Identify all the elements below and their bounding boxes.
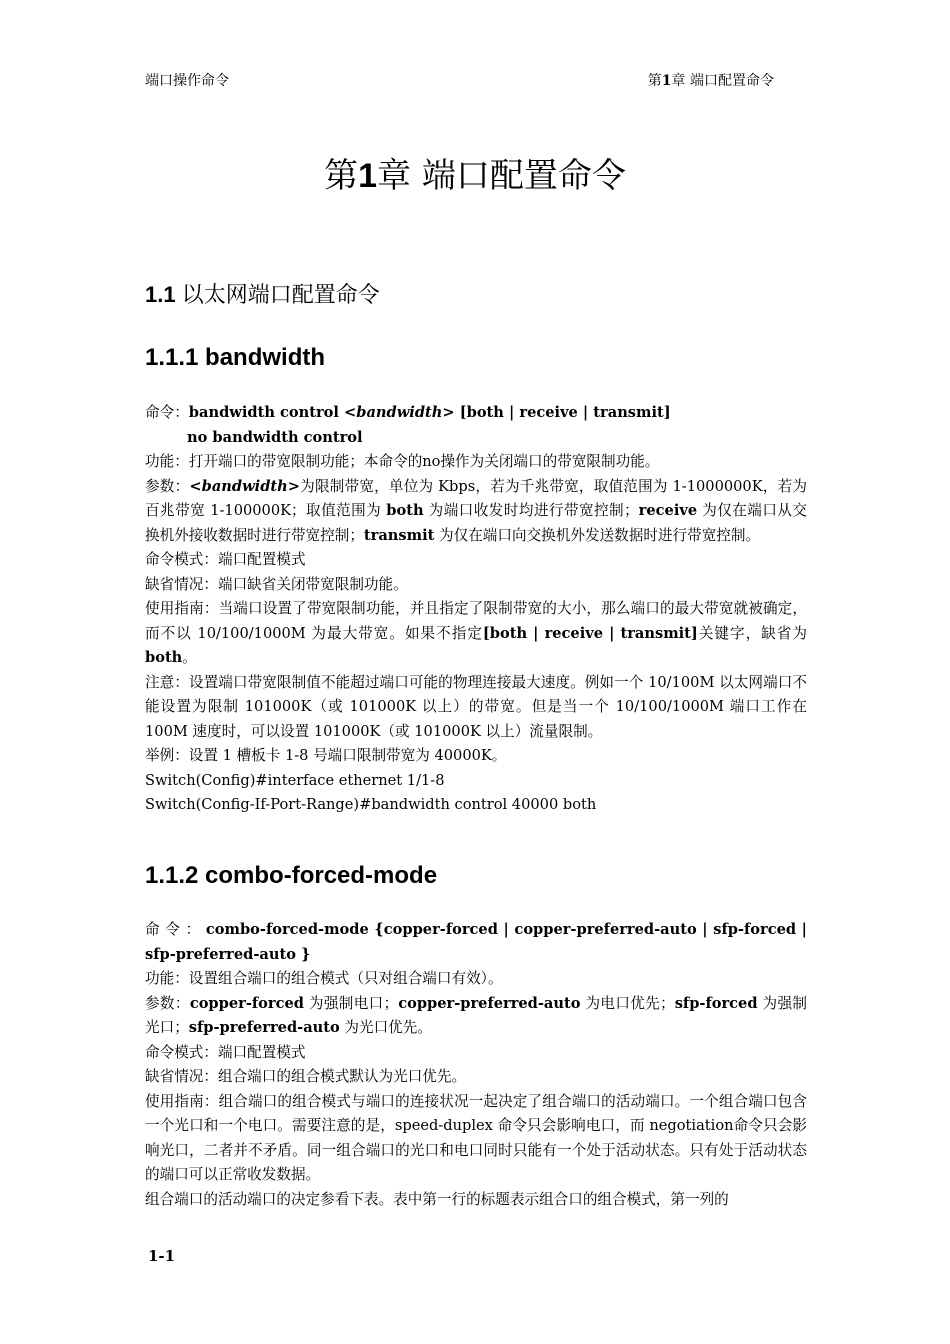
example-code-line: Switch(Config)#interface ethernet 1/1-8 (145, 771, 445, 789)
running-header-left: 端口操作命令 (145, 73, 229, 89)
default-text: 缺省情况：端口缺省关闭带宽限制功能。 (145, 575, 408, 593)
note-text: 注意：设置端口带宽限制值不能超过端口可能的物理连接最大速度。例如一个 10/100M 以太网端口不能设置为限制 101000K（或 101000K 以上）的带宽。但是当一个 10/100/1000M 端口工作在 100M 速度时，可以设置 101000K（或 101000K 以上）流量限制。 (145, 673, 807, 740)
usage-guide-text: 使用指南：当端口设置了带宽限制功能，并且指定了限制带宽的大小，那么端口的最大带宽就被确定，而不以 10/100/1000M 为最大带宽。如果不指定[both | receive | transmit]关键字，缺省为 both。 (145, 600, 807, 666)
table-intro-text: 组合端口的活动端口的决定参看下表。表中第一行的标题表示组合口的组合模式，第一列的 (145, 1190, 729, 1208)
example-code-line: Switch(Config-If-Port-Range)#bandwidth control 40000 both (145, 796, 597, 813)
page-number: 1-1 (148, 1247, 176, 1265)
subsection-heading-bandwidth: 1.1.1 bandwidth (145, 344, 326, 371)
example-text: 举例：设置 1 槽板卡 1-8 号端口限制带宽为 40000K。 (145, 747, 507, 764)
command-no-form: no bandwidth control (187, 428, 363, 446)
command-mode-text: 命令模式：端口配置模式 (145, 1043, 306, 1061)
function-text: 功能：设置组合端口的组合模式（只对组合端口有效）。 (145, 970, 503, 987)
parameter-text: 参数：<bandwidth>为限制带宽，单位为 Kbps，若为千兆带宽，取值范围为 1-1000000K，若为百兆带宽 1-100000K；取值范围为 both 为端口收发时均进行带宽控制；receive 为仅在端口从交换机外接收数据时进行带宽控制；transmit 为仅在端口向交换机外发送数据时进行带宽控制。 (145, 477, 807, 544)
usage-guide-text: 使用指南：组合端口的组合模式与端口的连接状况一起决定了组合端口的活动端口。一个组合端口包含一个光口和一个电口。需要注意的是，speed-duplex 命令只会影响电口，而 negotiation命令只会影响光口，二者并不矛盾。同一组合端口的光口和电口同时只能有一个处于活动状态。只有处于活动状态的端口可以正常收发数据。 (145, 1092, 807, 1183)
combo-body (145, 918, 807, 1212)
chapter-title: 第1章 端口配置命令 (324, 156, 626, 196)
subsection-heading-combo: 1.1.2 combo-forced-mode (145, 862, 438, 889)
parameter-text: 参数：copper-forced 为强制电口；copper-preferred-auto 为电口优先；sfp-forced 为强制光口；sfp-preferred-auto 为光口优先。 (145, 994, 808, 1036)
function-text: 功能：打开端口的带宽限制功能；本命令的no操作为关闭端口的带宽限制功能。 (145, 453, 660, 470)
bandwidth-body (145, 401, 807, 818)
default-text: 缺省情况：组合端口的组合模式默认为光口优先。 (145, 1068, 467, 1085)
command-syntax: 命令：bandwidth control <bandwidth> [both | receive | transmit] (145, 404, 671, 421)
section-heading: 1.1 以太网端口配置命令 (145, 282, 380, 307)
running-header-right: 第1章 端口配置命令 (647, 73, 774, 89)
command-mode-text: 命令模式：端口配置模式 (145, 551, 306, 568)
command-syntax: 命 令 ： combo-forced-mode {copper-forced | copper-preferred-auto | sfp-forced | sfp-preferred-auto } (145, 921, 807, 963)
